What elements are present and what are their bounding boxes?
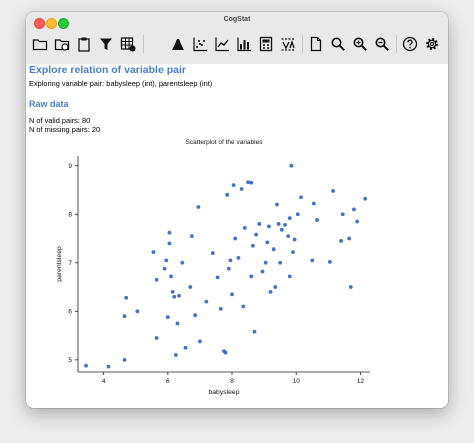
data-point bbox=[269, 290, 273, 294]
data-point bbox=[363, 197, 367, 201]
data-point bbox=[190, 234, 194, 238]
bar-chart-icon[interactable] bbox=[234, 34, 254, 54]
data-point bbox=[296, 212, 300, 216]
data-point bbox=[272, 247, 276, 251]
data-point bbox=[204, 300, 208, 304]
data-point bbox=[352, 207, 356, 211]
data-point bbox=[224, 351, 228, 355]
data-point bbox=[188, 285, 192, 289]
data-point bbox=[230, 292, 234, 296]
data-point bbox=[246, 180, 250, 184]
data-point bbox=[225, 193, 229, 197]
y-tick-label: 8 bbox=[68, 211, 72, 219]
data-point bbox=[261, 270, 265, 274]
zoom-out-icon[interactable] bbox=[372, 34, 392, 54]
data-point bbox=[193, 313, 197, 317]
window-title: CogStat bbox=[223, 16, 251, 23]
zoom-in-icon[interactable] bbox=[350, 34, 370, 54]
x-tick-label: 12 bbox=[356, 378, 364, 385]
data-point bbox=[289, 164, 293, 168]
data-point bbox=[152, 250, 156, 254]
app-window bbox=[26, 12, 448, 408]
data-point bbox=[310, 258, 314, 262]
result-subtitle: Exploring variable pair: babysleep (int), parentsleep (int) bbox=[29, 79, 213, 88]
data-point bbox=[328, 260, 332, 264]
data-point bbox=[278, 261, 282, 265]
data-point bbox=[341, 212, 345, 216]
search-icon[interactable] bbox=[328, 34, 348, 54]
data-point bbox=[288, 216, 292, 220]
data-point bbox=[275, 203, 279, 207]
data-point bbox=[273, 285, 277, 289]
data-point bbox=[164, 258, 168, 262]
data-point bbox=[229, 258, 233, 262]
data-point bbox=[254, 233, 258, 237]
toolbar bbox=[26, 30, 448, 60]
data-point bbox=[172, 295, 176, 299]
data-point bbox=[288, 274, 292, 278]
data-point bbox=[233, 237, 237, 241]
data-point bbox=[312, 202, 316, 206]
data-point bbox=[216, 275, 220, 279]
data-point bbox=[135, 309, 139, 313]
data-point bbox=[232, 183, 236, 187]
data-point bbox=[198, 340, 202, 344]
open-folder-icon[interactable] bbox=[30, 34, 50, 54]
settings-icon[interactable] bbox=[422, 34, 442, 54]
x-tick-label: 10 bbox=[292, 378, 300, 385]
data-point bbox=[171, 290, 175, 294]
data-point bbox=[349, 285, 353, 289]
data-point bbox=[84, 364, 88, 368]
data-point bbox=[286, 234, 290, 238]
help-icon[interactable] bbox=[400, 34, 420, 54]
chart-title: Scatterplot of the variables bbox=[185, 139, 263, 146]
scatterplot bbox=[26, 116, 448, 406]
data-point bbox=[166, 315, 170, 319]
data-point bbox=[347, 237, 351, 241]
data-point bbox=[196, 205, 200, 209]
y-tick-label: 5 bbox=[68, 357, 72, 365]
clipboard-icon[interactable] bbox=[74, 34, 94, 54]
data-point bbox=[240, 187, 244, 191]
calculator-icon[interactable] bbox=[256, 34, 276, 54]
x-tick-label: 4 bbox=[101, 378, 106, 385]
data-point bbox=[355, 220, 359, 224]
data-point bbox=[169, 274, 173, 278]
data-point bbox=[123, 358, 127, 362]
result-heading: Explore relation of variable pair bbox=[29, 64, 186, 76]
data-point bbox=[176, 322, 180, 326]
data-point bbox=[107, 365, 111, 369]
raw-data-heading: Raw data bbox=[29, 99, 69, 109]
data-point bbox=[155, 278, 159, 282]
data-point bbox=[237, 256, 241, 260]
data-point bbox=[331, 189, 335, 193]
data-point bbox=[293, 238, 297, 242]
x-tick-label: 6 bbox=[166, 378, 170, 385]
data-point bbox=[155, 336, 159, 340]
data-point bbox=[253, 330, 257, 334]
data-point bbox=[265, 241, 269, 245]
new-document-icon[interactable] bbox=[306, 34, 326, 54]
data-point bbox=[184, 346, 188, 350]
data-point bbox=[180, 261, 184, 265]
pivot-icon[interactable] bbox=[278, 34, 298, 54]
data-point bbox=[299, 195, 303, 199]
filter-icon[interactable] bbox=[96, 34, 116, 54]
data-point bbox=[251, 244, 255, 248]
result-pane bbox=[26, 64, 448, 408]
open-cloud-folder-icon[interactable] bbox=[52, 34, 72, 54]
data-point bbox=[241, 305, 245, 309]
data-point bbox=[219, 307, 223, 311]
y-tick-label: 7 bbox=[68, 260, 72, 268]
valid-pairs-text: N of valid pairs: 80 bbox=[29, 116, 91, 125]
data-point bbox=[211, 251, 215, 255]
data-point bbox=[257, 222, 261, 226]
data-point bbox=[227, 267, 231, 271]
data-point bbox=[277, 222, 281, 226]
data-point bbox=[174, 353, 178, 357]
histogram-icon[interactable] bbox=[168, 34, 188, 54]
data-point bbox=[291, 250, 295, 254]
x-tick-label: 8 bbox=[230, 378, 234, 385]
y-axis-label: parentsleep bbox=[56, 246, 63, 282]
missing-pairs-text: N of missing pairs: 20 bbox=[29, 125, 101, 134]
y-tick-label: 9 bbox=[68, 163, 72, 171]
data-point bbox=[283, 223, 287, 227]
line-chart-icon[interactable] bbox=[212, 34, 232, 54]
data-point bbox=[249, 274, 253, 278]
data-point bbox=[280, 228, 284, 232]
data-point bbox=[168, 231, 172, 235]
data-point bbox=[249, 181, 253, 185]
data-point bbox=[243, 226, 247, 230]
scatter-icon[interactable] bbox=[190, 34, 210, 54]
data-point bbox=[315, 218, 319, 222]
data-point bbox=[123, 314, 127, 318]
data-point bbox=[264, 261, 268, 265]
data-point bbox=[168, 241, 172, 245]
title-bar bbox=[26, 12, 448, 65]
data-point bbox=[177, 294, 181, 298]
x-axis-label: babysleep bbox=[208, 389, 240, 396]
data-point bbox=[339, 239, 343, 243]
data-point bbox=[124, 296, 128, 300]
data-point bbox=[163, 267, 167, 271]
y-tick-label: 6 bbox=[68, 308, 72, 316]
data-point bbox=[267, 224, 271, 228]
data-table-icon[interactable] bbox=[118, 34, 138, 54]
